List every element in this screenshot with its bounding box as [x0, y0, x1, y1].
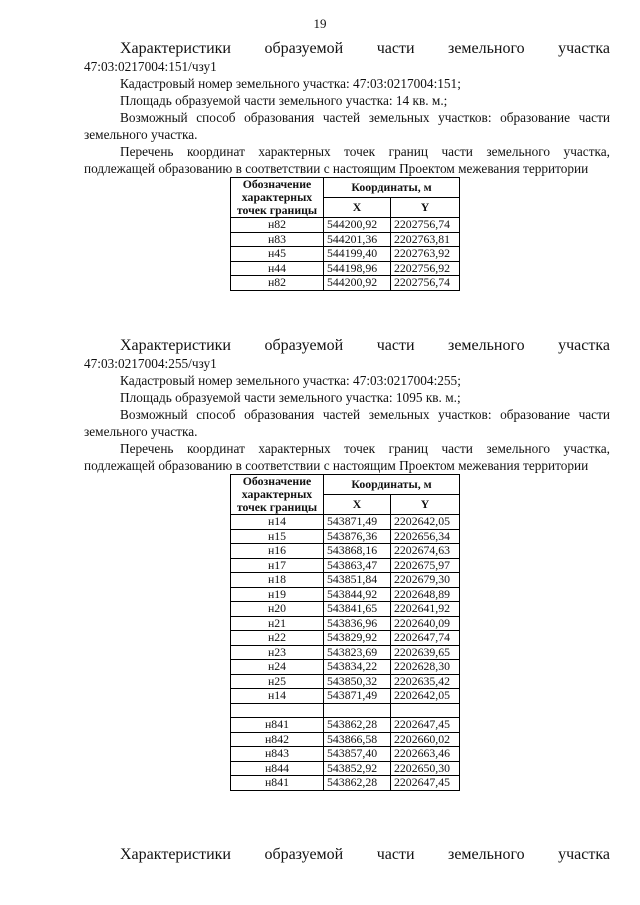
table-row — [231, 776, 460, 791]
y-cell: 2202640,09 — [391, 616, 460, 631]
title-word: образуемой — [264, 846, 344, 863]
y-cell: 2202642,05 — [391, 515, 460, 530]
section-title-tail: 47:03:0217004:255/чзу1 — [84, 356, 217, 371]
col-point-header: Обозначение характерных точек границы — [231, 178, 324, 218]
x-cell: 543857,40 — [324, 747, 391, 762]
y-cell: 2202642,05 — [391, 689, 460, 704]
cadastral-number: Кадастровый номер земельного участка: 47:03:0217004:151; — [120, 76, 461, 91]
table-row — [231, 573, 460, 588]
title-word: части — [376, 846, 415, 863]
point-cell: н14 — [231, 689, 324, 704]
table-row — [231, 276, 460, 291]
col-x-header: X — [324, 495, 391, 515]
x-cell: 543866,58 — [324, 732, 391, 747]
point-cell: н843 — [231, 747, 324, 762]
title-word: участка — [558, 846, 610, 863]
table-row — [231, 247, 460, 262]
table-row — [231, 732, 460, 747]
col-coords-header: Координаты, м — [324, 178, 460, 198]
y-cell: 2202628,30 — [391, 660, 460, 675]
point-cell: н22 — [231, 631, 324, 646]
table-row — [231, 218, 460, 233]
y-cell: 2202756,74 — [391, 218, 460, 233]
y-cell: 2202679,30 — [391, 573, 460, 588]
point-cell: н23 — [231, 645, 324, 660]
section-title-line — [84, 337, 610, 355]
y-cell: 2202663,46 — [391, 747, 460, 762]
table-row — [231, 674, 460, 689]
col-x-header: X — [324, 198, 391, 218]
x-cell: 543850,32 — [324, 674, 391, 689]
table-row — [231, 718, 460, 733]
section-title-line — [84, 846, 610, 864]
col-y-header: Y — [391, 495, 460, 515]
y-cell: 2202674,63 — [391, 544, 460, 559]
table-row — [231, 631, 460, 646]
point-cell: н16 — [231, 544, 324, 559]
table-row — [231, 602, 460, 617]
point-cell — [231, 703, 324, 718]
title-word: земельного — [448, 846, 525, 863]
table-row — [231, 616, 460, 631]
point-cell: н14 — [231, 515, 324, 530]
area-text: Площадь образуемой части земельного участка: 1095 кв. м.; — [120, 390, 461, 405]
x-cell: 543871,49 — [324, 689, 391, 704]
point-cell: н19 — [231, 587, 324, 602]
y-cell: 2202660,02 — [391, 732, 460, 747]
y-cell: 2202648,89 — [391, 587, 460, 602]
list-intro: Перечень координат характерных точек границ части земельного участка, подлежащей образованию в соответствии с настоящим Проектом межевания территории — [84, 144, 610, 176]
y-cell: 2202641,92 — [391, 602, 460, 617]
table-row — [231, 761, 460, 776]
title-word: образуемой — [264, 337, 344, 354]
table-body — [231, 515, 460, 791]
x-cell: 543863,47 — [324, 558, 391, 573]
x-cell: 543841,65 — [324, 602, 391, 617]
title-word: земельного — [448, 40, 525, 57]
y-cell — [391, 703, 460, 718]
method-text: Возможный способ образования частей земельных участков: образование части земельного участка. — [84, 407, 610, 439]
point-cell: н842 — [231, 732, 324, 747]
y-cell: 2202763,81 — [391, 232, 460, 247]
point-cell: н83 — [231, 232, 324, 247]
point-cell: н20 — [231, 602, 324, 617]
title-word: земельного — [448, 337, 525, 354]
col-point-header: Обозначение характерных точек границы — [231, 475, 324, 515]
y-cell: 2202635,42 — [391, 674, 460, 689]
x-cell: 544200,92 — [324, 276, 391, 291]
table-row — [231, 587, 460, 602]
x-cell: 543851,84 — [324, 573, 391, 588]
y-cell: 2202647,45 — [391, 718, 460, 733]
area-text: Площадь образуемой части земельного участка: 14 кв. м.; — [120, 93, 448, 108]
x-cell: 543868,16 — [324, 544, 391, 559]
y-cell: 2202763,92 — [391, 247, 460, 262]
x-cell: 543834,22 — [324, 660, 391, 675]
title-word: Характеристики — [120, 846, 231, 863]
title-word: участка — [558, 337, 610, 354]
x-cell: 543823,69 — [324, 645, 391, 660]
section-title-tail: 47:03:0217004:151/чзу1 — [84, 59, 217, 74]
x-cell: 544200,92 — [324, 218, 391, 233]
y-cell: 2202675,97 — [391, 558, 460, 573]
cadastral-number: Кадастровый номер земельного участка: 47:03:0217004:255; — [120, 373, 461, 388]
table-row — [231, 660, 460, 675]
y-cell: 2202647,74 — [391, 631, 460, 646]
x-cell: 543836,96 — [324, 616, 391, 631]
point-cell: н18 — [231, 573, 324, 588]
x-cell: 543862,28 — [324, 776, 391, 791]
table-row — [231, 703, 460, 718]
x-cell: 544199,40 — [324, 247, 391, 262]
x-cell: 543871,49 — [324, 515, 391, 530]
x-cell: 543876,36 — [324, 529, 391, 544]
point-cell: н82 — [231, 276, 324, 291]
title-word: части — [376, 40, 415, 57]
coordinates-table — [230, 474, 460, 791]
x-cell: 543862,28 — [324, 718, 391, 733]
y-cell: 2202650,30 — [391, 761, 460, 776]
table-body — [231, 218, 460, 291]
point-cell: н17 — [231, 558, 324, 573]
section-2 — [84, 337, 610, 791]
section-3-title — [84, 846, 610, 864]
point-cell: н44 — [231, 261, 324, 276]
col-coords-header: Координаты, м — [324, 475, 460, 495]
title-word: образуемой — [264, 40, 344, 57]
x-cell: 543829,92 — [324, 631, 391, 646]
table-row — [231, 529, 460, 544]
point-cell: н841 — [231, 776, 324, 791]
table-row — [231, 645, 460, 660]
coordinates-table — [230, 177, 460, 291]
table-row — [231, 558, 460, 573]
point-cell: н21 — [231, 616, 324, 631]
col-y-header: Y — [391, 198, 460, 218]
list-intro: Перечень координат характерных точек границ части земельного участка, подлежащей образованию в соответствии с настоящим Проектом межевания территории — [84, 441, 610, 473]
table-row — [231, 261, 460, 276]
page-number: 19 — [313, 16, 327, 31]
y-cell: 2202639,65 — [391, 645, 460, 660]
x-cell: 543852,92 — [324, 761, 391, 776]
title-word: Характеристики — [120, 40, 231, 57]
point-cell: н15 — [231, 529, 324, 544]
point-cell: н45 — [231, 247, 324, 262]
title-word: части — [376, 337, 415, 354]
point-cell: н841 — [231, 718, 324, 733]
point-cell: н844 — [231, 761, 324, 776]
x-cell: 544198,96 — [324, 261, 391, 276]
table-row — [231, 232, 460, 247]
point-cell: н82 — [231, 218, 324, 233]
section-title-line — [84, 40, 610, 58]
y-cell: 2202656,34 — [391, 529, 460, 544]
x-cell: 544201,36 — [324, 232, 391, 247]
method-text: Возможный способ образования частей земельных участков: образование части земельного участка. — [84, 110, 610, 142]
y-cell: 2202756,74 — [391, 276, 460, 291]
y-cell: 2202756,92 — [391, 261, 460, 276]
point-cell: н25 — [231, 674, 324, 689]
table-row — [231, 747, 460, 762]
title-word: Характеристики — [120, 337, 231, 354]
x-cell — [324, 703, 391, 718]
x-cell: 543844,92 — [324, 587, 391, 602]
section-1 — [84, 40, 610, 291]
table-row — [231, 544, 460, 559]
table-row — [231, 689, 460, 704]
point-cell: н24 — [231, 660, 324, 675]
title-word: участка — [558, 40, 610, 57]
table-row — [231, 515, 460, 530]
y-cell: 2202647,45 — [391, 776, 460, 791]
